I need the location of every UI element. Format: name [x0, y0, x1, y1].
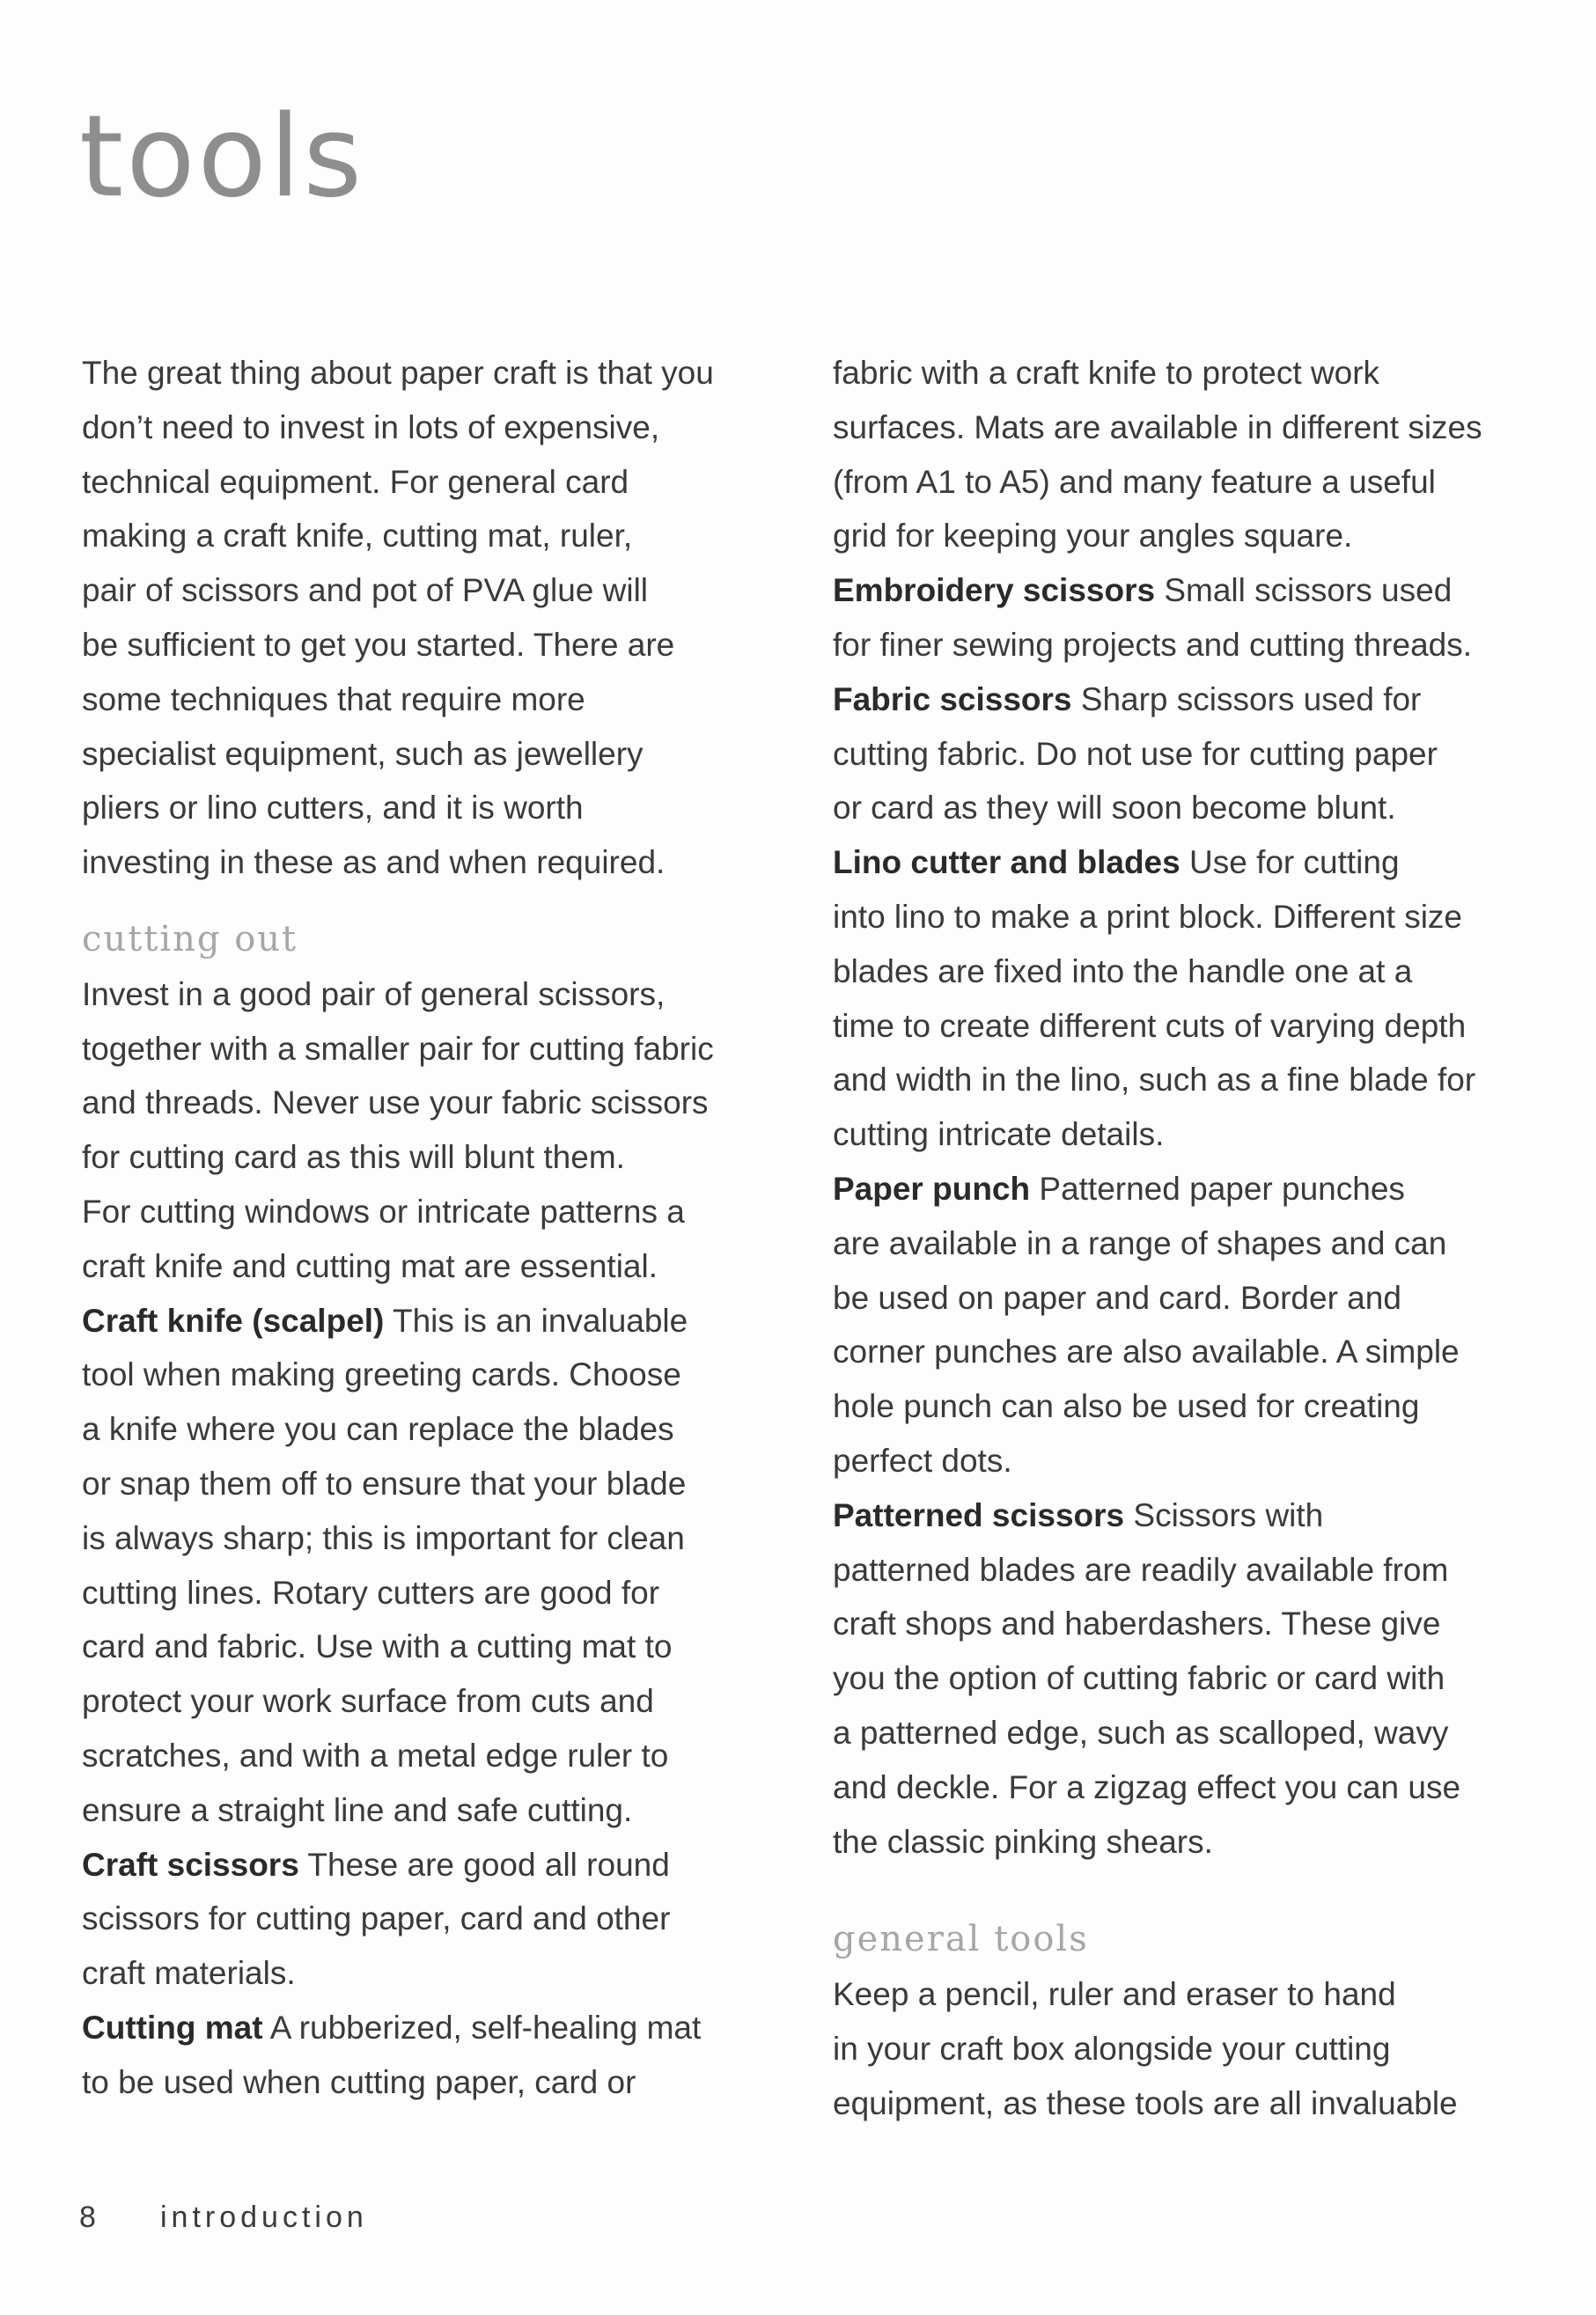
body-line: perfect dots. — [833, 1442, 1012, 1479]
entry-text: Patterned paper punches — [1030, 1170, 1405, 1207]
body-line: and width in the lino, such as a fine blade for — [833, 1062, 1476, 1099]
left-column — [82, 346, 786, 2110]
body-line: craft materials. — [82, 1955, 296, 1992]
body-line: for finer sewing projects and cutting threads. — [833, 626, 1472, 663]
intro-line: some techniques that require more — [82, 680, 585, 717]
body-line: the classic pinking shears. — [833, 1823, 1213, 1860]
section-heading-cutting-out: cutting out — [82, 918, 298, 959]
body-line: time to create different cuts of varying depth — [833, 1007, 1467, 1044]
body-line: For cutting windows or intricate patterns a — [82, 1193, 685, 1230]
intro-line: pliers or lino cutters, and it is worth — [82, 790, 584, 827]
page-title: tools — [79, 92, 365, 223]
entry-patterned-scissors — [833, 1488, 1563, 1543]
body-line: equipment, as these tools are all invaluable — [833, 2084, 1458, 2121]
body-line: scratches, and with a metal edge ruler to — [82, 1737, 669, 1774]
body-line: blades are fixed into the handle one at a — [833, 952, 1413, 989]
intro-line: be sufficient to get you started. There are — [82, 626, 675, 663]
body-line: you the option of cutting fabric or card with — [833, 1660, 1445, 1697]
body-line: or snap them off to ensure that your blade — [82, 1465, 687, 1502]
body-line: for cutting card as this will blunt them. — [82, 1139, 625, 1176]
body-line: to be used when cutting paper, card or — [82, 2063, 636, 2100]
body-line: (from A1 to A5) and many feature a useful — [833, 463, 1436, 500]
entry-cutting-mat — [82, 2001, 786, 2055]
body-line: craft shops and haberdashers. These give — [833, 1606, 1441, 1643]
body-line: and deckle. For a zigzag effect you can use — [833, 1768, 1461, 1805]
body-line: patterned blades are readily available from — [833, 1551, 1449, 1588]
body-line: together with a smaller pair for cutting fabric — [82, 1030, 714, 1067]
body-line: Keep a pencil, ruler and eraser to hand — [833, 1976, 1396, 2013]
body-line: a patterned edge, such as scalloped, wavy — [833, 1714, 1449, 1751]
entry-text: Sharp scissors used for — [1071, 680, 1422, 717]
body-line: hole punch can also be used for creating — [833, 1388, 1420, 1425]
term-cutting-mat: Cutting mat — [82, 2009, 263, 2046]
body-line: ensure a straight line and safe cutting. — [82, 1791, 633, 1828]
entry-text: Small scissors used — [1155, 572, 1453, 609]
body-line: scissors for cutting paper, card and other — [82, 1900, 671, 1937]
entry-text: A rubberized, self-healing mat — [262, 2009, 702, 2046]
term-lino-cutter: Lino cutter and blades — [833, 844, 1180, 881]
entry-text: Use for cutting — [1180, 844, 1400, 881]
term-patterned-scissors: Patterned scissors — [833, 1496, 1125, 1533]
body-line: Invest in a good pair of general scissors, — [82, 975, 666, 1012]
section-heading-general-tools: general tools — [833, 1919, 1089, 1960]
page-footer — [79, 2201, 368, 2235]
body-line: and threads. Never use your fabric scissors — [82, 1084, 709, 1121]
body-line: cutting intricate details. — [833, 1116, 1165, 1153]
intro-line: The great thing about paper craft is that you — [82, 355, 714, 391]
term-craft-knife: Craft knife (scalpel) — [82, 1302, 385, 1339]
body-line: corner punches are also available. A simple — [833, 1334, 1460, 1371]
body-line: in your craft box alongside your cutting — [833, 2030, 1391, 2067]
entry-lino-cutter — [833, 835, 1563, 890]
entry-paper-punch — [833, 1162, 1563, 1216]
intro-line: investing in these as and when required. — [82, 844, 666, 881]
intro-line: pair of scissors and pot of PVA glue will — [82, 572, 649, 609]
term-embroidery-scissors: Embroidery scissors — [833, 572, 1156, 609]
intro-line: don’t need to invest in lots of expensive, — [82, 408, 660, 445]
entry-text: Scissors with — [1124, 1496, 1324, 1533]
body-line: grid for keeping your angles square. — [833, 518, 1353, 555]
right-column — [833, 346, 1563, 2131]
body-line: surfaces. Mats are available in different sizes — [833, 408, 1482, 445]
body-line: or card as they will soon become blunt. — [833, 790, 1396, 827]
footer-section-name: introduction — [160, 2201, 368, 2234]
spacer — [82, 890, 786, 913]
body-line: craft knife and cutting mat are essential. — [82, 1247, 658, 1284]
entry-text: This is an invaluable — [384, 1302, 688, 1339]
body-line: fabric with a craft knife to protect work — [833, 355, 1380, 391]
body-line: is always sharp; this is important for clean — [82, 1519, 685, 1556]
entry-fabric-scissors — [833, 672, 1563, 727]
page-number: 8 — [79, 2201, 96, 2234]
term-paper-punch: Paper punch — [833, 1170, 1031, 1207]
body-line: cutting lines. Rotary cutters are good for — [82, 1574, 660, 1611]
entry-craft-knife — [82, 1294, 786, 1349]
term-fabric-scissors: Fabric scissors — [833, 680, 1072, 717]
body-line: into lino to make a print block. Different size — [833, 898, 1462, 935]
body-line: are available in a range of shapes and can — [833, 1224, 1447, 1261]
body-line: card and fabric. Use with a cutting mat to — [82, 1628, 673, 1665]
body-line: protect your work surface from cuts and — [82, 1683, 654, 1720]
spacer — [833, 1869, 1563, 1913]
body-line: a knife where you can replace the blades — [82, 1411, 674, 1448]
entry-craft-scissors — [82, 1838, 786, 1892]
intro-line: making a craft knife, cutting mat, ruler, — [82, 518, 633, 555]
body-line: be used on paper and card. Border and — [833, 1279, 1401, 1316]
term-craft-scissors: Craft scissors — [82, 1846, 299, 1883]
body-line: cutting fabric. Do not use for cutting paper — [833, 735, 1438, 772]
entry-text: These are good all round — [298, 1846, 670, 1883]
entry-embroidery-scissors — [833, 563, 1563, 618]
intro-line: specialist equipment, such as jewellery — [82, 735, 644, 772]
intro-line: technical equipment. For general card — [82, 463, 629, 500]
body-line: tool when making greeting cards. Choose — [82, 1356, 681, 1393]
